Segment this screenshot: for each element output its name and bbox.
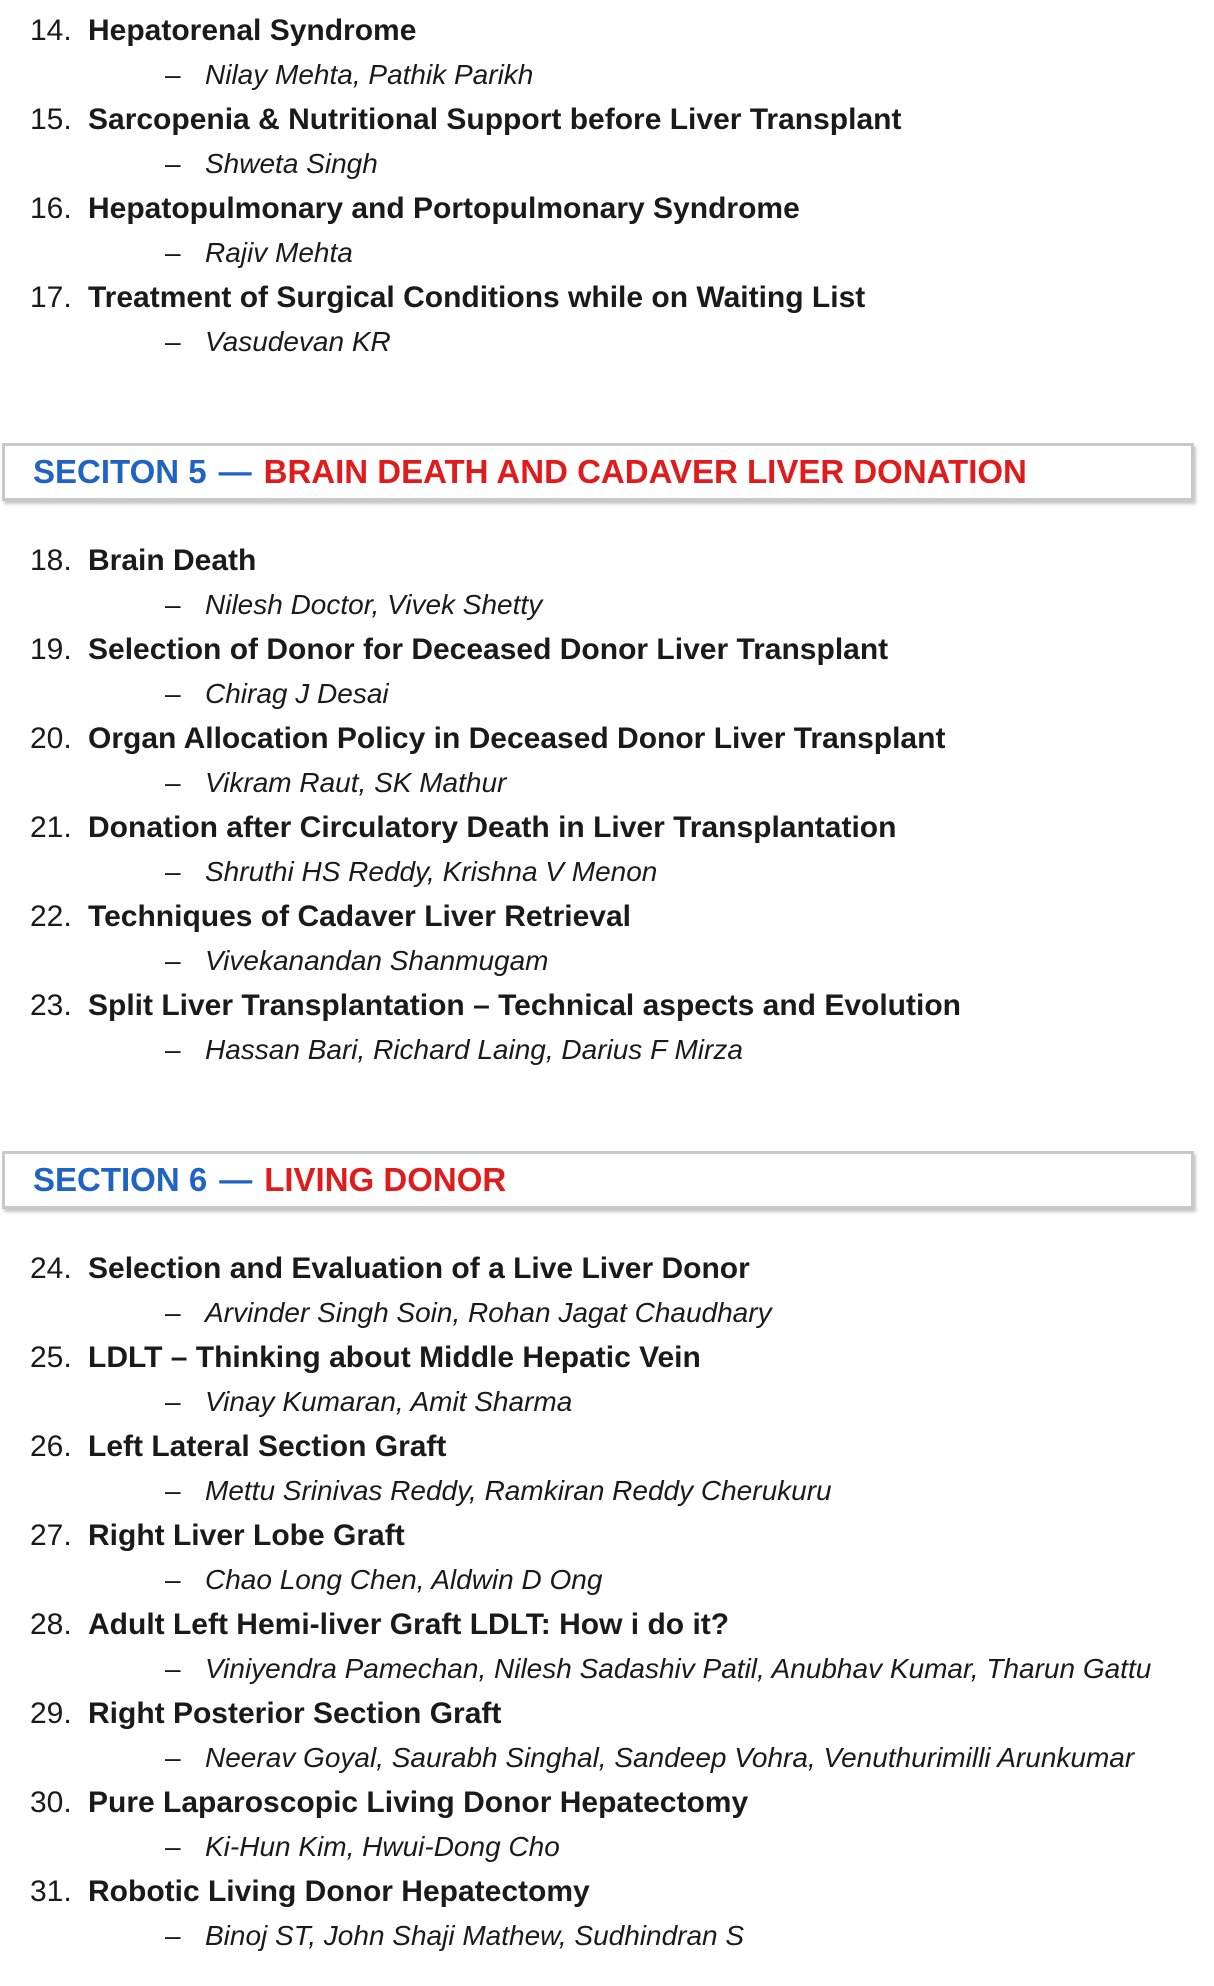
section-dash: — [218,453,252,490]
chapter-title-line [30,1425,446,1469]
author-dash: – [165,1742,181,1773]
chapter-authors-line [165,320,391,364]
author-dash: – [165,856,181,887]
chapter-title: Robotic Living Donor Hepatectomy [88,1875,590,1908]
chapter-title-line [30,984,961,1028]
chapter-title-line [30,806,896,850]
chapter-authors-line [165,1736,1134,1780]
chapter-authors: Vivekanandan Shanmugam [205,945,549,976]
chapter-number: 20. [30,722,72,755]
chapter-authors-line [165,1825,560,1869]
chapter-authors-line [165,1914,744,1958]
author-dash: – [165,945,181,976]
chapter-title-line [30,1514,405,1558]
chapter-title: Selection of Donor for Deceased Donor Liver Transplant [88,633,889,666]
chapter-title: Organ Allocation Policy in Deceased Donor Liver Transplant [88,722,946,755]
chapter-title-line [30,276,865,320]
chapter-authors: Rajiv Mehta [205,237,353,268]
chapter-number: 23. [30,989,72,1022]
chapter-title: Techniques of Cadaver Liver Retrieval [88,900,631,933]
chapter-title: Selection and Evaluation of a Live Liver Donor [88,1252,750,1285]
chapter-number: 19. [30,633,72,666]
chapter-authors-line [165,1558,602,1602]
author-dash: – [165,1564,181,1595]
chapter-title-line [30,187,800,231]
chapter-title-line [30,1781,748,1825]
chapter-authors-line [165,1380,572,1424]
chapter-authors-line [165,142,378,186]
chapter-authors: Ki-Hun Kim, Hwui-Dong Cho [205,1831,560,1862]
chapter-number: 27. [30,1519,72,1552]
author-dash: – [165,237,181,268]
chapter-authors: Hassan Bari, Richard Laing, Darius F Mirza [205,1034,743,1065]
chapter-authors: Shruthi HS Reddy, Krishna V Menon [205,856,658,887]
chapter-number: 22. [30,900,72,933]
chapter-title: Hepatorenal Syndrome [88,14,417,47]
chapter-number: 21. [30,811,72,844]
chapter-authors-line [165,53,533,97]
chapter-number: 30. [30,1786,72,1819]
chapter-title-line [30,539,256,583]
chapter-authors: Nilay Mehta, Pathik Parikh [205,59,534,90]
section-6-header [2,1151,1194,1209]
chapter-title: Donation after Circulatory Death in Liver Transplantation [88,811,897,844]
chapter-title: Brain Death [88,544,257,577]
chapter-number: 31. [30,1875,72,1908]
section-title: LIVING DONOR [264,1161,507,1198]
chapter-authors: Binoj ST, John Shaji Mathew, Sudhindran S [205,1920,745,1951]
section-5-header [2,443,1194,501]
chapter-title-line [30,9,416,53]
chapter-authors: Chao Long Chen, Aldwin D Ong [205,1564,603,1595]
chapter-title-line [30,1692,501,1736]
chapter-authors-line [165,939,549,983]
chapter-title: Hepatopulmonary and Portopulmonary Syndrome [88,192,800,225]
author-dash: – [165,589,181,620]
chapter-authors-line [165,1647,1151,1691]
author-dash: – [165,1920,181,1951]
chapter-authors: Vasudevan KR [205,326,391,357]
chapter-title-line [30,717,945,761]
section-label: SECTION 6 [33,1161,208,1198]
chapter-title-line [30,98,901,142]
author-dash: – [165,59,181,90]
author-dash: – [165,767,181,798]
author-dash: – [165,678,181,709]
chapter-title-line [30,1603,729,1647]
chapter-authors-line [165,761,506,805]
chapter-title: Adult Left Hemi-liver Graft LDLT: How i do it? [88,1608,730,1641]
chapter-authors: Nilesh Doctor, Vivek Shetty [205,589,543,620]
chapter-authors-line [165,1469,832,1513]
chapter-title-line [30,895,631,939]
author-dash: – [165,1297,181,1328]
chapter-title: Left Lateral Section Graft [88,1430,447,1463]
section-title: BRAIN DEATH AND CADAVER LIVER DONATION [263,453,1027,490]
chapter-authors-line [165,583,542,627]
chapter-authors: Vinay Kumaran, Amit Sharma [205,1386,573,1417]
chapter-authors-line [165,231,353,275]
chapter-authors: Arvinder Singh Soin, Rohan Jagat Chaudhary [205,1297,772,1328]
author-dash: – [165,326,181,357]
chapter-authors: Chirag J Desai [205,678,389,709]
chapter-authors-line [165,672,389,716]
chapter-authors: Vikram Raut, SK Mathur [205,767,507,798]
chapter-title: Right Posterior Section Graft [88,1697,502,1730]
chapter-authors: Viniyendra Pamechan, Nilesh Sadashiv Patil, Anubhav Kumar, Tharun Gattu [205,1653,1152,1684]
chapter-authors: Neerav Goyal, Saurabh Singhal, Sandeep Vohra, Venuthurimilli Arunkumar [205,1742,1135,1773]
chapter-number: 17. [30,281,72,314]
chapter-number: 25. [30,1341,72,1374]
section-label: SECITON 5 [33,453,207,490]
chapter-title: Right Liver Lobe Graft [88,1519,405,1552]
chapter-number: 16. [30,192,72,225]
chapter-number: 26. [30,1430,72,1463]
chapter-title: Split Liver Transplantation – Technical aspects and Evolution [88,989,961,1022]
chapter-number: 18. [30,544,72,577]
author-dash: – [165,1034,181,1065]
chapter-number: 14. [30,14,72,47]
author-dash: – [165,1386,181,1417]
chapter-title-line [30,1870,590,1914]
chapter-title: Pure Laparoscopic Living Donor Hepatectomy [88,1786,749,1819]
author-dash: – [165,1831,181,1862]
chapter-authors: Shweta Singh [205,148,378,179]
chapter-number: 15. [30,103,72,136]
chapter-title: LDLT – Thinking about Middle Hepatic Vein [88,1341,701,1374]
chapter-authors-line [165,850,657,894]
chapter-title-line [30,1336,701,1380]
author-dash: – [165,1475,181,1506]
chapter-authors: Mettu Srinivas Reddy, Ramkiran Reddy Cherukuru [205,1475,832,1506]
chapter-authors-line [165,1028,743,1072]
chapter-title: Sarcopenia & Nutritional Support before Liver Transplant [88,103,902,136]
chapter-title-line [30,1247,750,1291]
chapter-title: Treatment of Surgical Conditions while on Waiting List [88,281,866,314]
section-dash: — [219,1161,253,1198]
chapter-authors-line [165,1291,772,1335]
author-dash: – [165,148,181,179]
chapter-number: 28. [30,1608,72,1641]
chapter-number: 24. [30,1252,72,1285]
chapter-number: 29. [30,1697,72,1730]
author-dash: – [165,1653,181,1684]
chapter-title-line [30,628,888,672]
